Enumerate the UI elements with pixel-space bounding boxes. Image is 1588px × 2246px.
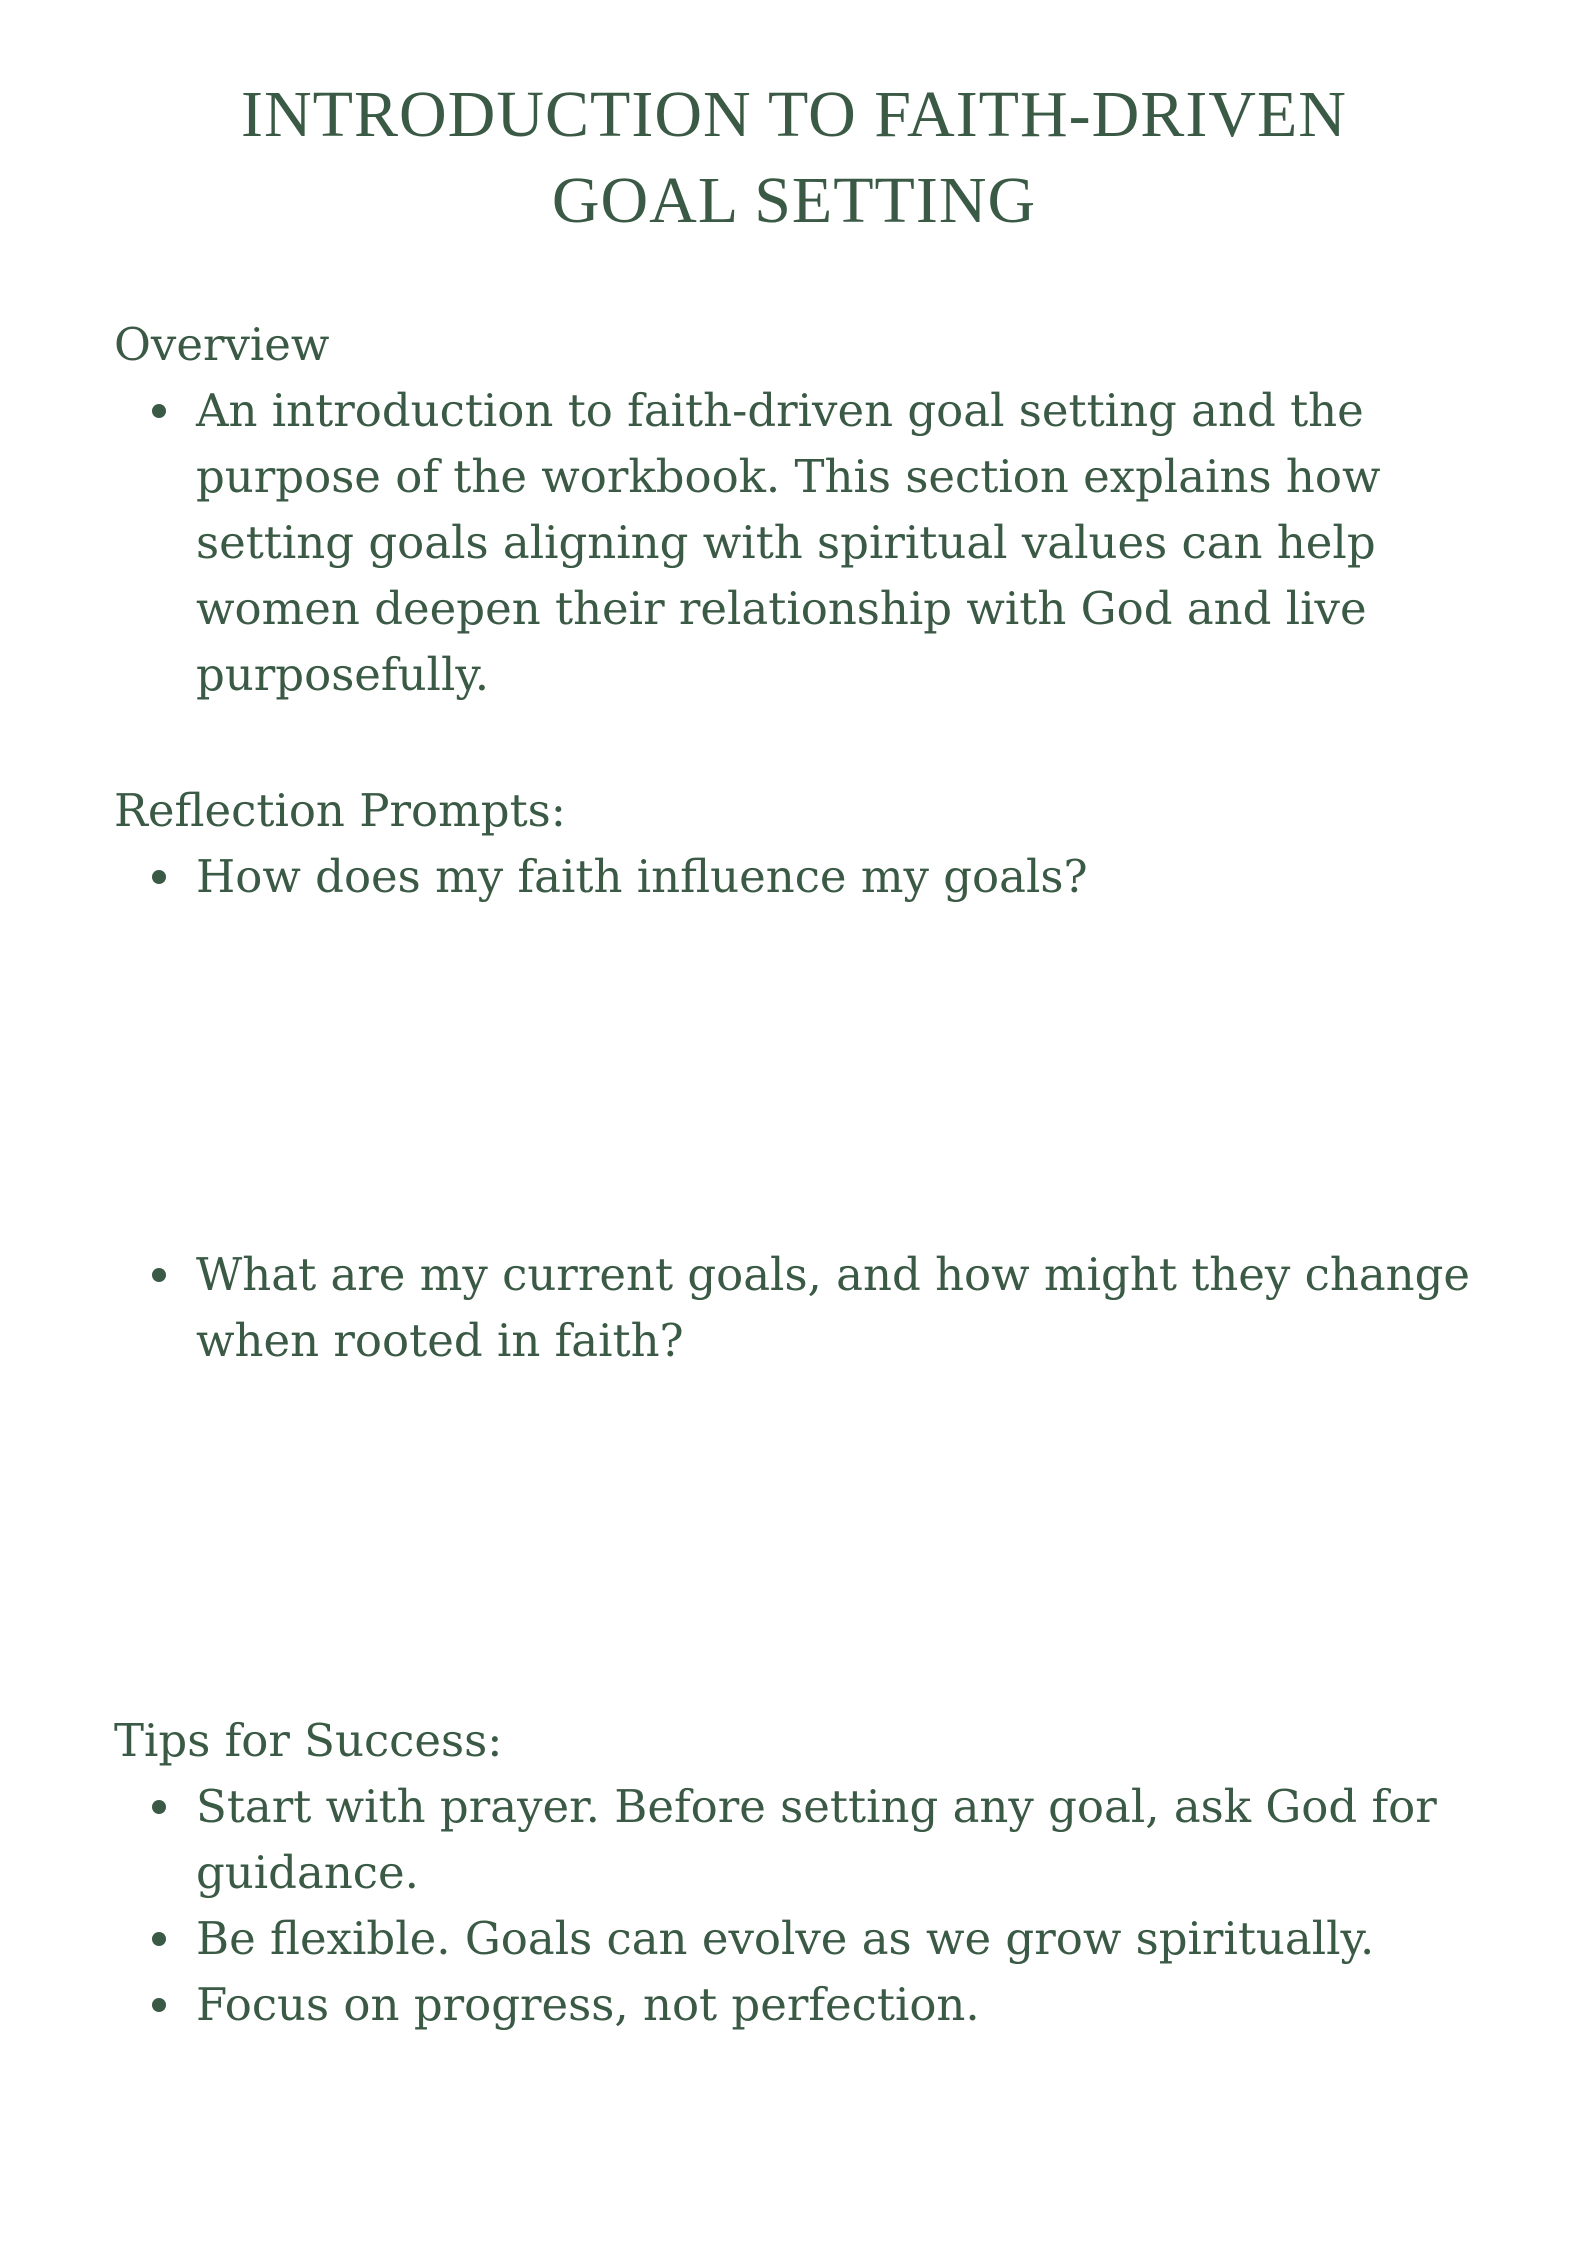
bullet-icon (152, 1932, 166, 1946)
bullet-icon (152, 870, 166, 884)
reflection-prompt-text: How does my faith influence my goals? (196, 850, 1088, 903)
page-title-line-2: GOAL SETTING (551, 164, 1037, 237)
page-title (0, 72, 1588, 244)
reflection-prompt-text: What are my current goals, and how might they change when rooted in faith? (196, 1248, 1471, 1367)
bullet-icon (152, 1800, 166, 1814)
overview-heading: Overview (114, 318, 330, 371)
bullet-icon (152, 1268, 166, 1282)
tips-list (114, 1774, 1494, 2038)
tips-heading: Tips for Success: (114, 1714, 503, 1767)
reflection-prompt-item (114, 844, 1494, 910)
tip-item (114, 1906, 1494, 1972)
tip-text: Start with prayer. Before setting any goal, ask God for guidance. (196, 1780, 1437, 1899)
bullet-icon (152, 1998, 166, 2012)
reflection-prompts-heading: Reflection Prompts: (114, 784, 566, 837)
tip-item (114, 1972, 1494, 2038)
tip-text: Focus on progress, not perfection. (196, 1978, 980, 2031)
bullet-icon (152, 404, 166, 418)
overview-item-text: An introduction to faith-driven goal setting and the purpose of the workbook. This section explains how setting goals aligning with spiritual values can help women deepen their relationship with God and live purposefully. (196, 384, 1381, 701)
page-title-line-1: INTRODUCTION TO FAITH-DRIVEN (241, 78, 1347, 151)
tip-text: Be flexible. Goals can evolve as we grow spiritually. (196, 1912, 1375, 1965)
overview-item (114, 378, 1494, 708)
tip-item (114, 1774, 1494, 1906)
reflection-prompt-list (114, 844, 1494, 910)
reflection-prompt-list (114, 1242, 1494, 1374)
overview-list (114, 378, 1494, 708)
reflection-prompt-item (114, 1242, 1494, 1374)
